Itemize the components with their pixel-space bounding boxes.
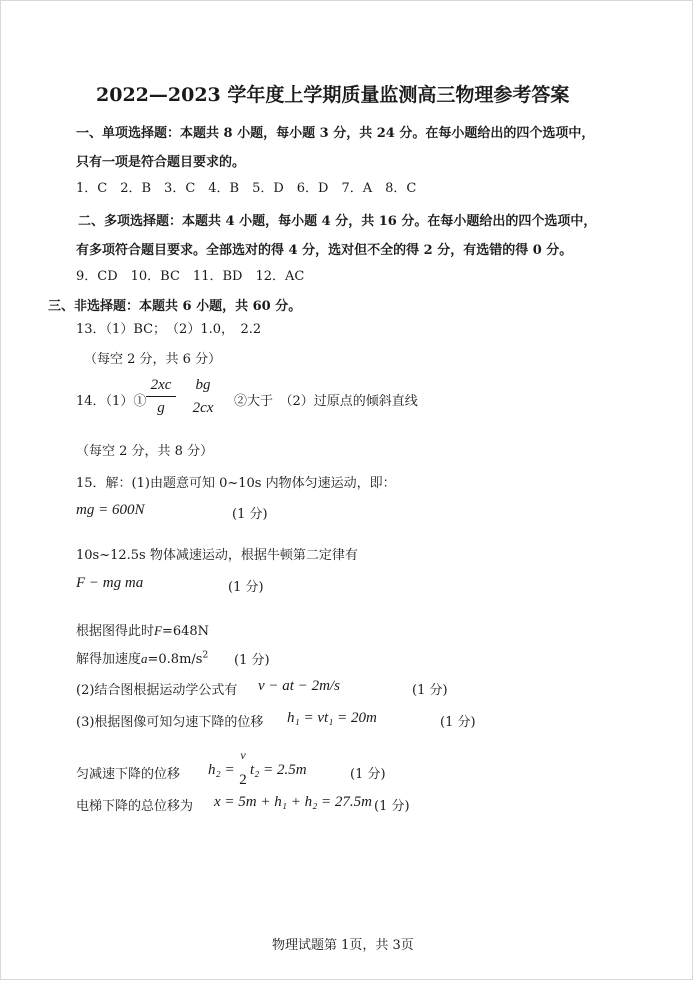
q15-force-var: F (154, 623, 162, 638)
q14-fraction1-bar (146, 396, 176, 397)
q13-note: （每空 2 分，共 6 分） (84, 352, 222, 367)
q15-decel-disp-text: 匀减速下降的位移 (76, 767, 181, 782)
section2-header-line1: 二、多项选择题：本题共 4 小题，每小题 4 分，共 16 分。在每小题给出的四个选项中， (78, 214, 597, 229)
q15-score3: (1 分) (234, 653, 270, 668)
q15-force-line (76, 620, 209, 639)
q15-eq5-rhs: t₂ = 2.5m (250, 762, 307, 778)
q15-score6: (1 分) (350, 767, 386, 782)
q14-prefix: 14．（1）① (76, 394, 147, 409)
section1-header-line1: 一、单项选择题：本题共 8 小题，每小题 3 分，共 24 分。在每小题给出的四个选项中， (76, 126, 595, 141)
section2-header-line2: 有多项符合题目要求。全部选对的得 4 分，选对但不全的得 2 分，有选错的得 0 分。 (76, 243, 573, 258)
q15-eq5-denominator: 2 (239, 772, 247, 788)
q15-score4: (1 分) (412, 683, 448, 698)
section2-answers: 9．CD 10．BC 11．BD 12．AC (76, 269, 305, 284)
q15-score5: (1 分) (440, 715, 476, 730)
section1-header-line2: 只有一项是符合题目要求的。 (76, 155, 246, 170)
q13-answer: 13．（1）BC； （2）1.0， 2.2 (76, 322, 262, 337)
q15-score2: (1 分) (228, 580, 264, 595)
q14-note: （每空 2 分，共 8 分） (76, 444, 214, 459)
q15-eq1: mg = 600N (76, 502, 145, 518)
section3-header: 三、非选择题：本题共 6 小题，共 60 分。 (48, 299, 302, 314)
q15-part2-text: (2)结合图根据运动学公式有 (76, 683, 238, 698)
q15-accel-value: =0.8m/s (147, 652, 203, 667)
q14-fraction1-numerator: 2xc (150, 377, 172, 393)
q15-eq6: x = 5m + h₁ + h₂ = 27.5m (214, 794, 372, 810)
q15-intro: 15．解：(1)由题意可知 0~10s 内物体匀速运动，即： (76, 476, 396, 491)
q15-accel-line (76, 648, 208, 667)
page-title: 2022—2023 学年度上学期质量监测高三物理参考答案 (96, 84, 570, 106)
q14-suffix: ②大于 （2）过原点的倾斜直线 (234, 394, 418, 409)
q15-accel-exponent: 2 (202, 650, 209, 661)
q15-decel-line: 10s~12.5s 物体减速运动，根据牛顿第二定律有 (76, 548, 358, 563)
q15-accel-text: 解得加速度 (76, 652, 142, 667)
q15-eq4: h₁ = vt₁ = 20m (287, 710, 377, 726)
q15-force-text: 根据图得此时 (76, 624, 155, 639)
q15-eq5-numerator: v (240, 748, 246, 762)
page-footer: 物理试题第 1页，共 3页 (272, 938, 414, 953)
q14-fraction2-denominator: 2cx (192, 400, 214, 416)
q14-fraction2-numerator: bg (195, 377, 211, 393)
q14-fraction1-denominator: g (157, 400, 165, 416)
q15-score7: (1 分) (374, 799, 410, 814)
q15-force-value: =648N (161, 624, 210, 639)
q15-accel-var: a (141, 651, 148, 666)
q15-eq2: F − mg ma (76, 575, 144, 591)
section1-answers: 1．C 2．B 3．C 4．B 5．D 6．D 7．A 8．C (76, 181, 417, 196)
q15-eq3: v − at − 2m/s (258, 678, 340, 694)
q15-total-text: 电梯下降的总位移为 (76, 799, 194, 814)
q15-part3-text: (3)根据图像可知匀速下降的位移 (76, 715, 264, 730)
q15-score1: (1 分) (232, 507, 268, 522)
q15-eq5-lhs: h₂ = (208, 762, 235, 778)
